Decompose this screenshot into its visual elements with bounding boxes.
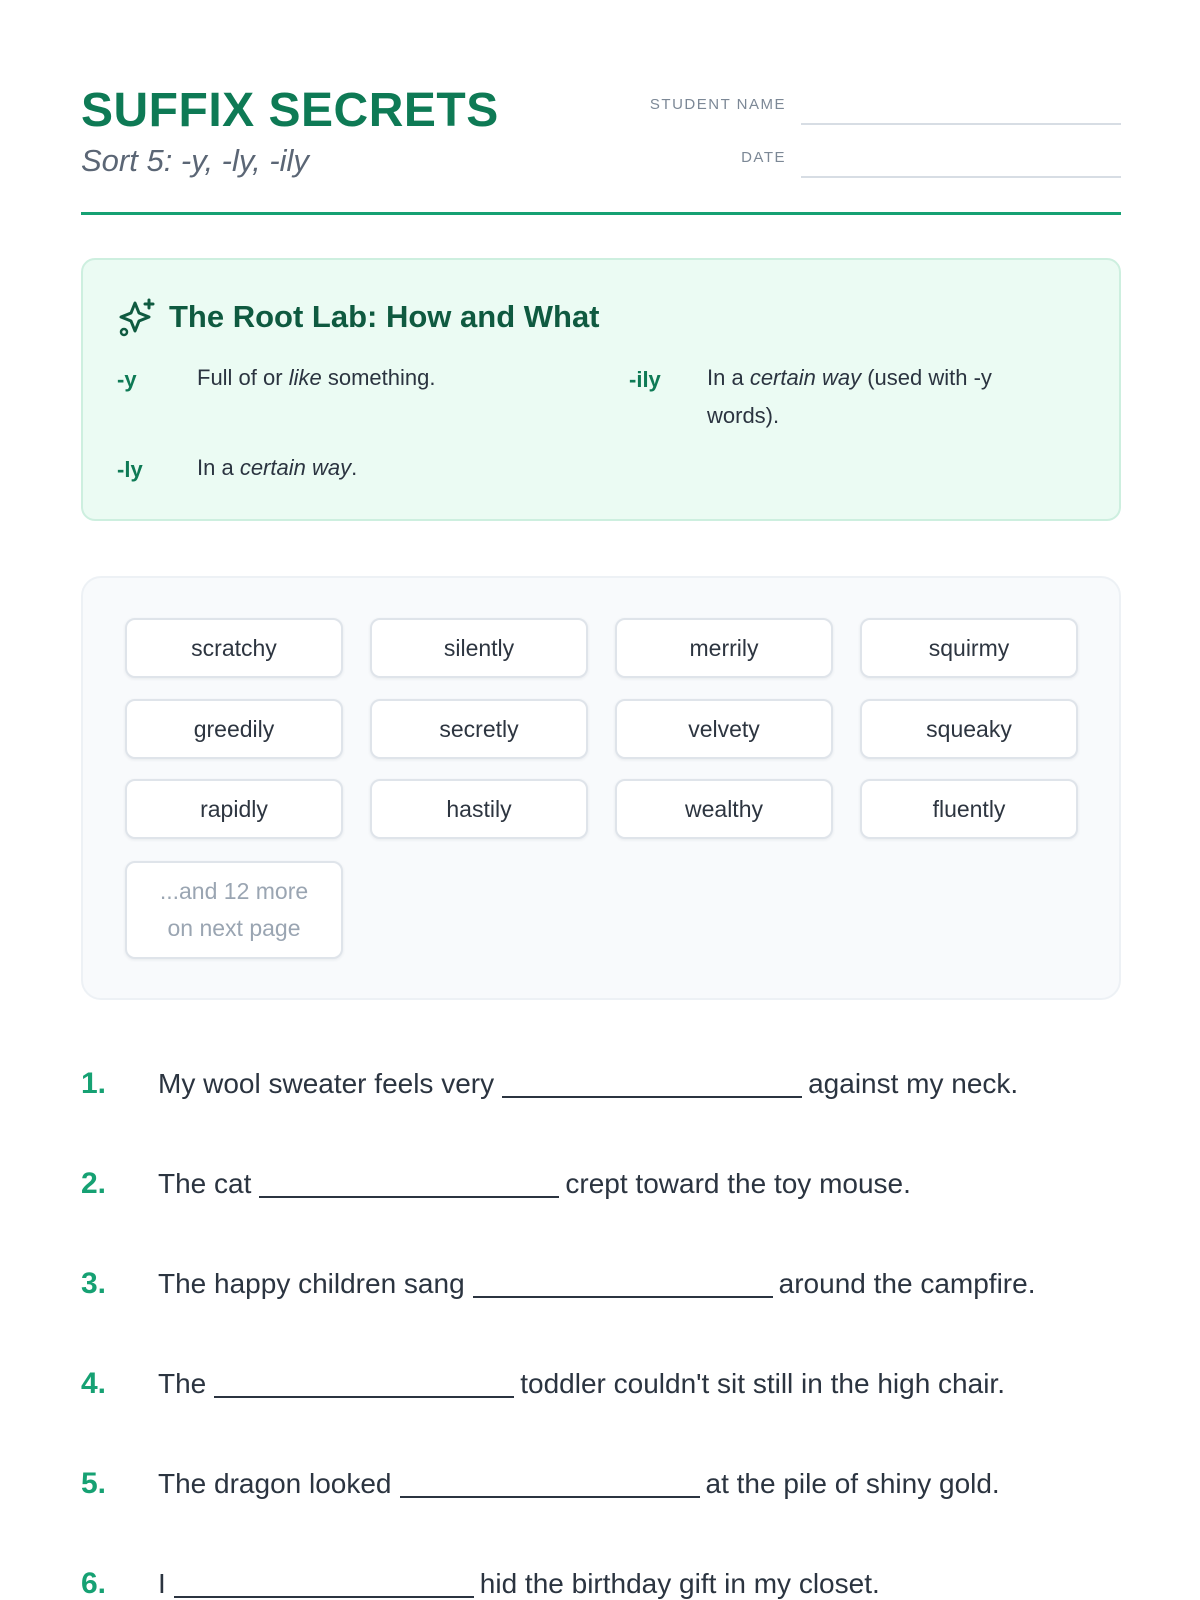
word-bank <box>81 576 1121 1000</box>
suffix-label: -ly <box>117 457 143 482</box>
question-sentence: The toddler couldn't sit still in the high chair. <box>158 1368 1005 1399</box>
question-number: 4. <box>81 1367 107 1400</box>
word-card[interactable]: greedily <box>125 699 343 759</box>
suffix-label: -y <box>117 367 137 392</box>
date-label: DATE <box>741 149 786 166</box>
word-card[interactable]: wealthy <box>615 779 833 839</box>
question-number: 2. <box>81 1167 107 1200</box>
page-title: SUFFIX SECRETS <box>81 84 499 137</box>
more-words-line: on next page <box>167 915 301 941</box>
word-card[interactable]: secretly <box>370 699 588 759</box>
answer-blank[interactable] <box>259 1196 559 1198</box>
more-words-note <box>125 861 343 959</box>
answer-blank[interactable] <box>502 1096 802 1098</box>
student-name-label: STUDENT NAME <box>649 96 786 113</box>
question-sentence: The happy children sang around the campfire. <box>158 1268 1036 1299</box>
question-sentence: I hid the birthday gift in my closet. <box>158 1568 880 1599</box>
word-card[interactable]: rapidly <box>125 779 343 839</box>
word-card[interactable]: squirmy <box>860 618 1078 678</box>
answer-blank[interactable] <box>400 1496 700 1498</box>
suffix-definition: In a certain way. <box>197 455 358 480</box>
root-lab-title: The Root Lab: How and What <box>169 299 600 334</box>
question-sentence: The dragon looked at the pile of shiny gold. <box>158 1468 1000 1499</box>
answer-blank[interactable] <box>214 1396 514 1398</box>
worksheet-header <box>81 80 1121 215</box>
date-field[interactable] <box>801 176 1121 178</box>
question-sentence: The cat crept toward the toy mouse. <box>158 1168 911 1199</box>
suffix-definition: In a certain way (used with -y words). <box>707 365 992 428</box>
word-card[interactable]: scratchy <box>125 618 343 678</box>
page-subtitle: Sort 5: -y, -ly, -ily <box>81 143 309 178</box>
question-number: 1. <box>81 1067 107 1100</box>
word-card[interactable]: silently <box>370 618 588 678</box>
answer-blank[interactable] <box>174 1596 474 1598</box>
student-name-field[interactable] <box>801 123 1121 125</box>
word-card[interactable]: squeaky <box>860 699 1078 759</box>
question-number: 5. <box>81 1467 107 1500</box>
sparkle-icon <box>117 298 157 338</box>
word-card[interactable]: hastily <box>370 779 588 839</box>
question-number: 6. <box>81 1567 107 1600</box>
word-card[interactable]: fluently <box>860 779 1078 839</box>
suffix-label: -ily <box>629 367 661 392</box>
answer-blank[interactable] <box>473 1296 773 1298</box>
suffix-definition: Full of or like something. <box>197 365 436 390</box>
root-lab-panel <box>81 258 1121 521</box>
word-card[interactable]: velvety <box>615 699 833 759</box>
more-words-line: ...and 12 more <box>159 878 309 904</box>
question-number: 3. <box>81 1267 107 1300</box>
question-sentence: My wool sweater feels very against my neck. <box>158 1068 1019 1099</box>
word-card[interactable]: merrily <box>615 618 833 678</box>
